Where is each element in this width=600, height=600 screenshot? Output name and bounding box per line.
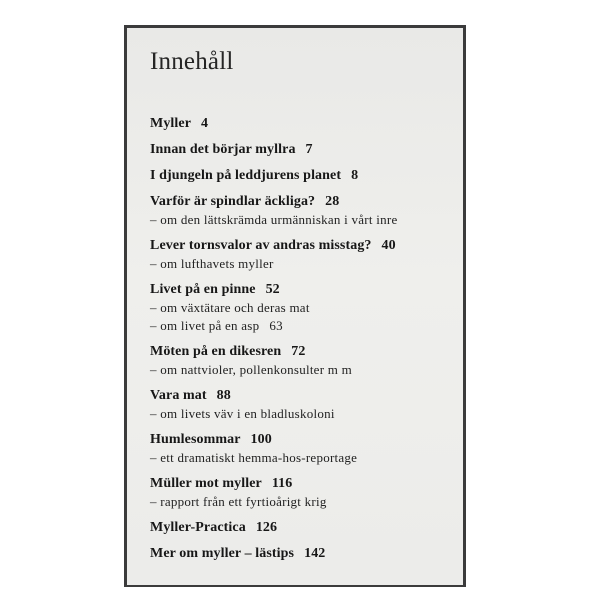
entry-subtitle: – ett dramatiskt hemma-hos-reportage — [150, 450, 358, 465]
entry-page-number: 116 — [271, 476, 293, 491]
entry-subtitle — [150, 317, 283, 335]
toc-entry — [150, 545, 325, 563]
entry-subtitle: – om den lättskrämda urmänniskan i vårt inre — [150, 212, 398, 227]
toc-entry — [150, 115, 208, 133]
entry-page-number: 126 — [255, 520, 278, 535]
entry-title: Mer om myller – lästips — [150, 546, 295, 561]
toc-entry — [150, 167, 358, 185]
entry-title: Innan det börjar myllra — [150, 142, 296, 157]
entry-title: Humlesommar — [150, 432, 241, 447]
entry-title: Vara mat — [150, 388, 207, 403]
entry-title: Lever tornsvalor av andras misstag? — [150, 238, 372, 253]
toc-entry — [150, 431, 272, 449]
entry-page-number: 8 — [351, 168, 359, 183]
entry-page-number: 4 — [201, 116, 209, 131]
entry-page-number: 100 — [250, 432, 272, 447]
toc-entry — [150, 237, 396, 255]
entry-title: Myller — [150, 116, 192, 131]
entry-page-number: 88 — [216, 388, 231, 403]
entry-title: Myller-Practica — [150, 520, 246, 535]
entry-page-number: 72 — [291, 344, 306, 359]
entry-page-number: 142 — [304, 546, 326, 561]
entry-title: Möten på en dikesren — [150, 344, 282, 359]
toc-entry — [150, 193, 339, 211]
entry-subtitle: – om nattvioler, pollenkonsulter m m — [150, 362, 353, 377]
table-of-contents-page — [124, 25, 466, 587]
entry-title: Varför är spindlar äckliga? — [150, 194, 316, 209]
toc-entry — [150, 387, 231, 405]
entry-page-number: 40 — [381, 238, 396, 253]
entry-title: Müller mot myller — [150, 476, 262, 491]
entry-page-number: 28 — [325, 194, 340, 209]
toc-entry — [150, 343, 305, 361]
entry-title: Livet på en pinne — [150, 282, 256, 297]
entry-title: I djungeln på leddjurens planet — [150, 168, 342, 183]
toc-entry — [150, 475, 292, 493]
entry-subtitle: – om växtätare och deras mat — [150, 300, 310, 315]
entry-page-number: 52 — [265, 282, 280, 297]
subtitle-page-number: 63 — [269, 318, 283, 333]
entry-subtitle: – rapport från ett fyrtioårigt krig — [150, 494, 327, 509]
subtitle-text: – om livet på en asp — [150, 318, 260, 333]
entry-page-number: 7 — [305, 142, 313, 157]
toc-entry — [150, 141, 313, 159]
entry-subtitle: – om lufthavets myller — [150, 256, 274, 271]
entry-subtitle: – om livets väv i en bladluskoloni — [150, 406, 335, 421]
toc-entry — [150, 519, 277, 537]
toc-entry — [150, 281, 280, 299]
page-title: Innehåll — [150, 48, 234, 75]
